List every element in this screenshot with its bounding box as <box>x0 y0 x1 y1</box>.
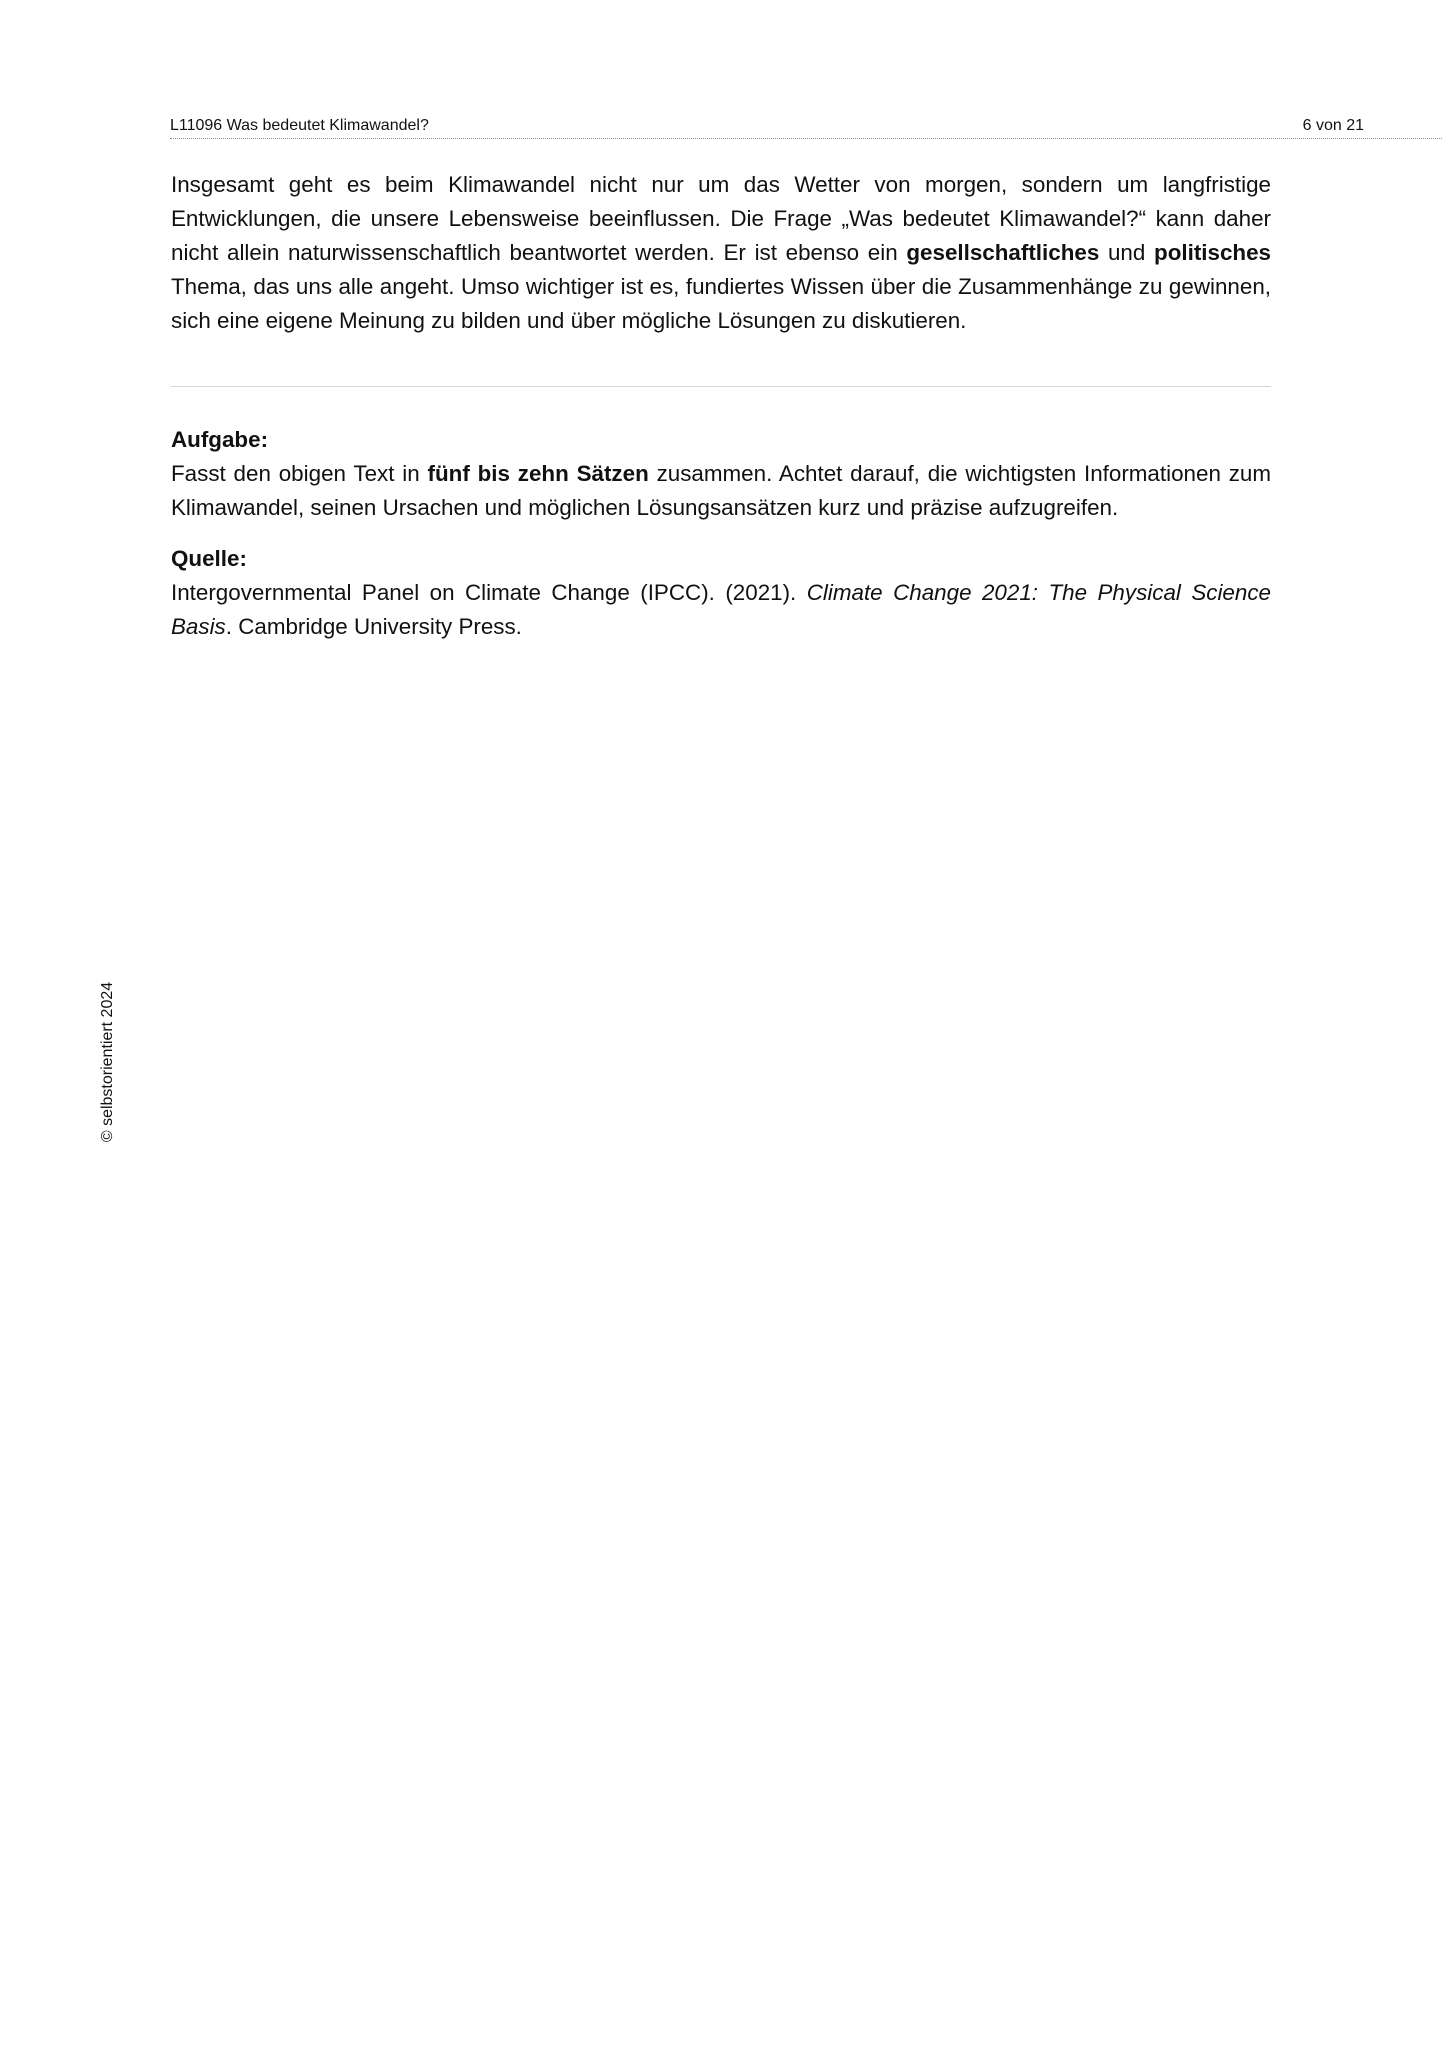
copyright-note: © selbstorientiert 2024 <box>99 981 116 1143</box>
document-title: L11096 Was bedeutet Klimawandel? <box>170 117 429 134</box>
task-text-1: Fasst den obigen Text in <box>171 461 428 486</box>
intro-paragraph <box>171 168 1271 338</box>
source-citation <box>171 576 1271 644</box>
task-heading: Aufgabe: <box>171 427 269 452</box>
intro-text-3: Thema, das uns alle angeht. Umso wichtiger ist es, fundiertes Wissen über die Zusammenhänge zu gewinnen, sich eine eigene Meinung zu bilden und über mögliche Lösungen zu diskutieren. <box>171 274 1271 333</box>
intro-bold-1: gesellschaftliches <box>906 240 1100 265</box>
source-title: Climate Change 2021: The Physical Science Basis <box>171 580 1271 639</box>
source-text-1: Intergovernmental Panel on Climate Change (IPCC). (2021). <box>171 580 807 605</box>
page-header <box>170 114 1442 139</box>
intro-bold-2: politisches <box>1154 240 1271 265</box>
intro-text-1: Insgesamt geht es beim Klimawandel nicht nur um das Wetter von morgen, sondern um langfristige Entwicklungen, die unsere Lebensweise beeinflussen. Die Frage „Was bedeutet Klimawandel?“ kann daher nicht allein naturwissenschaftlich beantwortet werden. Er ist ebenso ein <box>171 172 1271 265</box>
task-text-2: zusammen. Achtet darauf, die wichtigsten Informationen zum Klimawandel, seinen Ursachen und möglichen Lösungsansätzen kurz und präzise aufzugreifen. <box>171 461 1272 520</box>
page-content <box>171 168 1271 644</box>
intro-text-2: und <box>1099 240 1155 265</box>
task-bold: fünf bis zehn Sätzen <box>427 461 649 486</box>
source-text-2: . Cambridge University Press. <box>225 614 522 639</box>
section-divider <box>171 386 1271 387</box>
source-heading: Quelle: <box>171 546 247 571</box>
task-paragraph <box>171 457 1271 525</box>
page-number: 6 von 21 <box>1302 117 1364 134</box>
